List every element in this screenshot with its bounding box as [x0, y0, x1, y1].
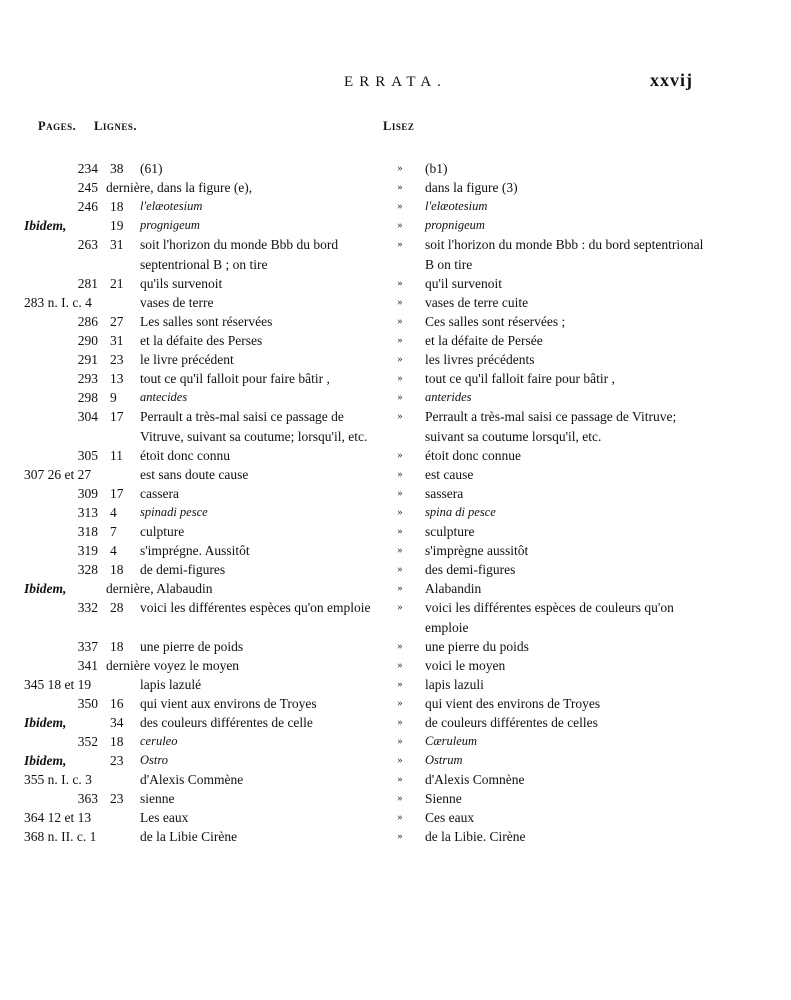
- errata-line-ref: 38: [110, 161, 124, 176]
- arrow-icon: »: [397, 507, 403, 518]
- arrow-icon: »: [397, 392, 403, 403]
- errata-original-text: Les salles sont réservées: [140, 314, 273, 329]
- errata-page-ref: 234: [77, 161, 98, 176]
- errata-original-text: qu'ils survenoit: [140, 276, 223, 291]
- errata-line-ref: 19: [110, 218, 124, 233]
- errata-page-ref: 313: [77, 505, 98, 520]
- errata-original-text: de demi-figures: [140, 562, 226, 577]
- arrow-icon: »: [397, 354, 403, 365]
- errata-correction-text: s'imprègne aussitôt: [425, 543, 529, 558]
- arrow-icon: »: [397, 316, 403, 327]
- errata-original-text: tout ce qu'il falloit pour faire bâtir ,: [140, 371, 330, 386]
- errata-original-text: spinadi pesce: [140, 505, 208, 519]
- errata-line-ref: 18: [110, 562, 124, 577]
- errata-page-ref: 319: [77, 543, 98, 558]
- errata-page-ref: 309: [77, 486, 98, 501]
- errata-correction-text: sassera: [425, 486, 464, 501]
- errata-line-ref: 4: [110, 543, 117, 558]
- arrow-icon: »: [397, 278, 403, 289]
- errata-correction-text: soit l'horizon du monde Bbb : du bord septentrional B on tire: [425, 237, 704, 272]
- column-header-lisez: Lisez: [383, 119, 415, 133]
- errata-line-ref: 31: [110, 237, 124, 252]
- arrow-icon: »: [397, 450, 403, 461]
- errata-page-ref: 364 12 et 13: [24, 810, 92, 825]
- errata-page-ref: 318: [77, 524, 98, 539]
- errata-correction-text: anterides: [425, 390, 472, 404]
- errata-line-ref: 18: [110, 639, 124, 654]
- arrow-icon: »: [397, 736, 403, 747]
- errata-page-ref: 341: [77, 658, 98, 673]
- arrow-icon: »: [397, 182, 403, 193]
- errata-original-text: cassera: [140, 486, 179, 501]
- arrow-icon: »: [397, 220, 403, 231]
- errata-correction-text: est cause: [425, 467, 474, 482]
- errata-line-ref: 28: [110, 600, 124, 615]
- errata-original-text: qui vient aux environs de Troyes: [140, 696, 317, 711]
- page-title: ERRATA.: [344, 74, 447, 90]
- errata-page-ref: 337: [77, 639, 98, 654]
- errata-original-text: sienne: [140, 791, 175, 806]
- errata-correction-text: Perrault a très-mal saisi ce passage de Vitruve; suivant sa coutume lorsqu'il, etc.: [425, 409, 677, 444]
- errata-page-ref: 328: [77, 562, 98, 577]
- errata-page-ref: 345 18 et 19: [24, 677, 92, 692]
- errata-correction-text: Cæruleum: [425, 734, 478, 748]
- arrow-icon: »: [397, 488, 403, 499]
- errata-page-ref: 246: [77, 199, 98, 214]
- page-number: xxvij: [650, 70, 693, 90]
- arrow-icon: »: [397, 583, 403, 594]
- errata-page-ref: 281: [77, 276, 98, 291]
- arrow-icon: »: [397, 239, 403, 250]
- arrow-icon: »: [397, 717, 403, 728]
- errata-line-ref: 18: [110, 734, 124, 749]
- arrow-icon: »: [397, 335, 403, 346]
- errata-correction-text: une pierre du poids: [425, 639, 529, 654]
- errata-correction-text: Alabandin: [425, 581, 482, 596]
- errata-page-ref: Ibidem,: [24, 581, 67, 596]
- arrow-icon: »: [397, 831, 403, 842]
- errata-line-ref: 34: [110, 715, 124, 730]
- errata-line-ref: 17: [110, 409, 124, 424]
- errata-page-ref: 350: [77, 696, 98, 711]
- errata-correction-text: propnigeum: [425, 218, 485, 232]
- errata-original-text: ceruleo: [140, 734, 178, 748]
- errata-page-ref: 305: [77, 448, 98, 463]
- errata-original-text: dernière, Alabaudin: [106, 581, 213, 596]
- errata-correction-text: sculpture: [425, 524, 475, 539]
- arrow-icon: »: [397, 411, 403, 422]
- errata-original-text: l'elæotesium: [140, 199, 203, 213]
- errata-page-ref: 352: [77, 734, 98, 749]
- errata-original-text: vases de terre: [140, 295, 214, 310]
- arrow-icon: »: [397, 812, 403, 823]
- errata-page-ref: 263: [77, 237, 98, 252]
- errata-line-ref: 9: [110, 390, 117, 405]
- errata-correction-text: étoit donc connue: [425, 448, 521, 463]
- errata-correction-text: voici les différentes espèces de couleurs qu'on emploie: [425, 600, 674, 635]
- errata-line-ref: 16: [110, 696, 124, 711]
- errata-page-ref: 363: [77, 791, 98, 806]
- errata-correction-text: (b1): [425, 161, 448, 176]
- errata-correction-text: Ostrum: [425, 753, 463, 767]
- arrow-icon: »: [397, 641, 403, 652]
- errata-original-text: des couleurs différentes de celle: [140, 715, 313, 730]
- errata-line-ref: 31: [110, 333, 124, 348]
- errata-correction-text: des demi-figures: [425, 562, 516, 577]
- errata-page-ref: Ibidem,: [24, 218, 67, 233]
- errata-line-ref: 18: [110, 199, 124, 214]
- errata-original-text: prognigeum: [140, 218, 200, 232]
- arrow-icon: »: [397, 545, 403, 556]
- arrow-icon: »: [397, 564, 403, 575]
- errata-line-ref: 23: [110, 352, 124, 367]
- errata-correction-text: de couleurs différentes de celles: [425, 715, 598, 730]
- errata-page-ref: 290: [77, 333, 98, 348]
- arrow-icon: »: [397, 698, 403, 709]
- errata-page-ref: 304: [77, 409, 98, 424]
- errata-correction-text: tout ce qu'il falloit faire pour bâtir ,: [425, 371, 615, 386]
- errata-original-text: dernière voyez le moyen: [106, 658, 240, 673]
- errata-original-text: d'Alexis Commène: [140, 772, 244, 787]
- errata-original-text: antecides: [140, 390, 188, 404]
- errata-page-ref: 286: [77, 314, 98, 329]
- errata-original-text: Ostro: [140, 753, 169, 767]
- errata-line-ref: 23: [110, 753, 124, 768]
- errata-page-ref: 355 n. I. c. 3: [24, 772, 92, 787]
- arrow-icon: »: [397, 755, 403, 766]
- errata-original-text: est sans doute cause: [140, 467, 249, 482]
- errata-page-ref: 307 26 et 27: [24, 467, 92, 482]
- arrow-icon: »: [397, 774, 403, 785]
- errata-correction-text: d'Alexis Comnène: [425, 772, 525, 787]
- errata-original-text: dernière, dans la figure (e),: [106, 180, 253, 195]
- errata-original-text: culpture: [140, 524, 185, 539]
- errata-correction-text: les livres précédents: [425, 352, 535, 367]
- arrow-icon: »: [397, 679, 403, 690]
- errata-original-text: voici les différentes espèces qu'on emploie: [140, 600, 371, 615]
- errata-correction-text: de la Libie. Cirène: [425, 829, 526, 844]
- errata-page-ref: 368 n. II. c. 1: [24, 829, 97, 844]
- errata-original-text: une pierre de poids: [140, 639, 244, 654]
- errata-original-text: et la défaite des Perses: [140, 333, 263, 348]
- arrow-icon: »: [397, 526, 403, 537]
- errata-line-ref: 21: [110, 276, 124, 291]
- column-header-lignes: Lignes.: [94, 119, 137, 133]
- arrow-icon: »: [397, 373, 403, 384]
- errata-line-ref: 23: [110, 791, 124, 806]
- errata-line-ref: 27: [110, 314, 124, 329]
- errata-correction-text: spina di pesce: [425, 505, 496, 519]
- errata-correction-text: lapis lazuli: [425, 677, 484, 692]
- errata-line-ref: 7: [110, 524, 117, 539]
- errata-page-ref: Ibidem,: [24, 753, 67, 768]
- errata-correction-text: qui vient des environs de Troyes: [425, 696, 601, 711]
- column-header-pages: Pages.: [38, 119, 77, 133]
- errata-page-ref: 245: [77, 180, 98, 195]
- errata-correction-text: dans la figure (3): [425, 180, 518, 195]
- errata-original-text: le livre précédent: [140, 352, 234, 367]
- errata-page-ref: 332: [77, 600, 98, 615]
- errata-correction-text: Sienne: [425, 791, 462, 806]
- errata-original-text: lapis lazulé: [140, 677, 202, 692]
- errata-page-ref: 298: [77, 390, 98, 405]
- errata-line-ref: 11: [110, 448, 123, 463]
- arrow-icon: »: [397, 297, 403, 308]
- arrow-icon: »: [397, 469, 403, 480]
- arrow-icon: »: [397, 660, 403, 671]
- errata-line-ref: 13: [110, 371, 124, 386]
- errata-page-ref: Ibidem,: [24, 715, 67, 730]
- errata-original-text: soit l'horizon du monde Bbb du bord septentrional B ; on tire: [140, 237, 339, 272]
- arrow-icon: »: [397, 793, 403, 804]
- errata-page-ref: 291: [77, 352, 98, 367]
- arrow-icon: »: [397, 602, 403, 613]
- errata-original-text: s'imprégne. Aussitôt: [140, 543, 250, 558]
- arrow-icon: »: [397, 201, 403, 212]
- errata-original-text: (61): [140, 161, 163, 176]
- errata-line-ref: 4: [110, 505, 117, 520]
- errata-page-ref: 293: [77, 371, 98, 386]
- errata-original-text: Les eaux: [140, 810, 189, 825]
- arrow-icon: »: [397, 163, 403, 174]
- errata-original-text: de la Libie Cirène: [140, 829, 238, 844]
- errata-correction-text: Ces salles sont réservées ;: [425, 314, 566, 329]
- errata-correction-text: Ces eaux: [425, 810, 475, 825]
- errata-page-ref: 283 n. I. c. 4: [24, 295, 92, 310]
- errata-correction-text: qu'il survenoit: [425, 276, 503, 291]
- errata-correction-text: voici le moyen: [425, 658, 506, 673]
- errata-correction-text: et la défaite de Persée: [425, 333, 543, 348]
- errata-original-text: étoit donc connu: [140, 448, 230, 463]
- errata-correction-text: l'elæotesium: [425, 199, 488, 213]
- errata-original-text: Perrault a très-mal saisi ce passage de Vitruve, suivant sa coutume; lorsqu'il, etc.: [140, 409, 368, 444]
- errata-correction-text: vases de terre cuite: [425, 295, 529, 310]
- errata-line-ref: 17: [110, 486, 124, 501]
